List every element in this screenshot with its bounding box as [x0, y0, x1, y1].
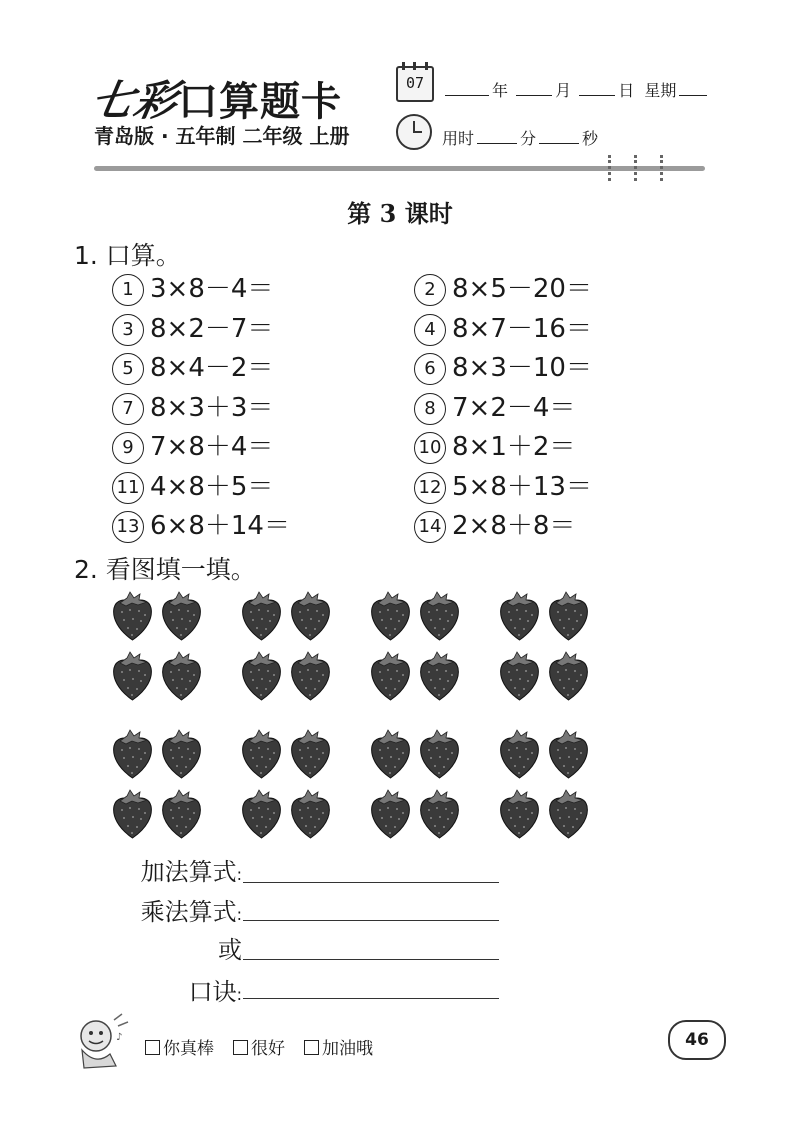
year-label: 年 [492, 81, 509, 100]
checkbox-icon[interactable] [304, 1040, 319, 1055]
problem-index: 14 [414, 511, 446, 543]
multiplication-alt-answer-line[interactable] [243, 959, 499, 960]
time-fields [442, 126, 598, 149]
strawberry [497, 590, 542, 642]
problem-expression: 7×8＋4＝ [150, 432, 274, 462]
strawberry [417, 788, 462, 840]
time-label: 用时 [442, 129, 475, 148]
checkbox-icon[interactable] [233, 1040, 248, 1055]
strawberry [368, 788, 413, 840]
strawberry [110, 650, 155, 702]
strawberry-group [110, 728, 206, 844]
problem-expression: 6×8＋14＝ [150, 511, 290, 541]
problem-item [112, 505, 290, 543]
brand-prefix: 七彩 [87, 76, 182, 125]
problem-expression: 8×3＋3＝ [150, 392, 274, 423]
problem-expression: 8×4－2＝ [150, 353, 274, 383]
weekday-blank[interactable] [679, 81, 707, 96]
section1-title: 1. 口算。 [74, 241, 181, 270]
problem-item [414, 347, 592, 385]
day-label: 日 [618, 81, 635, 100]
rhyme-label: 口诀: [188, 978, 242, 1006]
month-blank[interactable] [516, 81, 552, 96]
problem-expression: 3×8－4＝ [150, 274, 274, 304]
minutes-blank[interactable] [477, 129, 517, 144]
problem-item [112, 347, 273, 385]
clock-icon [396, 114, 432, 150]
problem-index: 2 [414, 274, 446, 306]
mascot-icon [70, 1010, 132, 1072]
strawberry-group [368, 728, 464, 844]
problem-expression: 5×8＋13＝ [452, 471, 592, 502]
problem-index: 7 [112, 393, 144, 425]
minutes-label: 分 [520, 129, 537, 148]
calendar-icon [396, 66, 434, 102]
problem-item [112, 387, 273, 425]
year-blank[interactable] [445, 81, 489, 96]
strawberry [417, 728, 462, 780]
strawberry-group [497, 728, 593, 844]
problem-index: 1 [112, 274, 144, 306]
multiplication-answer-line[interactable] [243, 920, 499, 921]
month-label: 月 [555, 81, 572, 100]
strawberry [546, 788, 591, 840]
strawberry [110, 590, 155, 642]
strawberry [239, 788, 284, 840]
seconds-label: 秒 [582, 129, 599, 148]
strawberry [546, 590, 591, 642]
problem-index: 12 [414, 472, 446, 504]
strawberry [288, 728, 333, 780]
strawberry [417, 650, 462, 702]
problem-expression: 8×5－20＝ [452, 274, 592, 304]
addition-label: 加法算式: [140, 858, 242, 886]
problem-item [414, 466, 592, 504]
brand-main: 口算题卡 [178, 78, 343, 125]
seconds-blank[interactable] [539, 129, 579, 144]
problem-expression: 8×3－10＝ [452, 353, 592, 383]
strawberry [239, 650, 284, 702]
problem-index: 11 [112, 472, 144, 504]
strawberry [288, 788, 333, 840]
date-fields [442, 78, 710, 101]
problem-index: 9 [112, 432, 144, 464]
problem-expression: 7×2－4＝ [452, 392, 576, 423]
binder-pin [634, 155, 640, 181]
strawberry [239, 728, 284, 780]
problem-item [414, 308, 592, 346]
problem-item [414, 387, 575, 425]
strawberry [159, 650, 204, 702]
checkbox-icon[interactable] [145, 1040, 160, 1055]
problem-item [414, 426, 575, 464]
problem-item [112, 426, 273, 464]
strawberry [239, 590, 284, 642]
brand-title [87, 68, 343, 128]
strawberry-group [368, 590, 464, 706]
problem-index: 10 [414, 432, 446, 464]
problem-item [112, 308, 273, 346]
problem-expression: 8×1＋2＝ [452, 432, 576, 462]
problem-item [112, 466, 273, 504]
strawberry [417, 590, 462, 642]
calendar-day: 07 [405, 74, 425, 92]
strawberry [368, 590, 413, 642]
problem-index: 5 [112, 353, 144, 385]
svg-text:♪: ♪ [116, 1032, 123, 1043]
strawberry [546, 728, 591, 780]
strawberry [497, 788, 542, 840]
problem-expression: 8×7－16＝ [452, 313, 592, 344]
eval-option[interactable]: 加油哦 [304, 1034, 373, 1059]
problem-index: 6 [414, 353, 446, 385]
strawberry-group [239, 590, 335, 706]
day-blank[interactable] [579, 81, 615, 96]
strawberry [159, 728, 204, 780]
edition-label: 青岛版 · 五年制 二年级 上册 [94, 124, 350, 148]
strawberry [159, 788, 204, 840]
problem-index: 13 [112, 511, 144, 543]
addition-answer-line[interactable] [243, 882, 499, 883]
weekday-label: 星期 [644, 81, 677, 100]
multiplication-label: 乘法算式: [140, 898, 242, 926]
problem-item [414, 505, 575, 543]
strawberry [288, 590, 333, 642]
problem-index: 4 [414, 314, 446, 346]
strawberry [368, 650, 413, 702]
eval-option[interactable]: 很好 [233, 1034, 285, 1059]
problem-index: 3 [112, 314, 144, 346]
strawberry [110, 728, 155, 780]
strawberry-group [239, 728, 335, 844]
rhyme-answer-line[interactable] [243, 998, 499, 999]
strawberry-group [497, 590, 593, 706]
problem-item [112, 268, 273, 306]
problem-index: 8 [414, 393, 446, 425]
strawberry-picture [110, 590, 600, 850]
page-number: 46 [668, 1020, 726, 1060]
problem-expression: 8×2－7＝ [150, 313, 274, 344]
problem-expression: 4×8＋5＝ [150, 471, 274, 502]
binder-pin [660, 155, 666, 181]
or-label: 或 [218, 936, 242, 964]
problem-item [414, 268, 592, 306]
strawberry [497, 650, 542, 702]
strawberry [110, 788, 155, 840]
binder-pin [608, 155, 614, 181]
strawberry [546, 650, 591, 702]
problem-expression: 2×8＋8＝ [452, 511, 576, 541]
strawberry [368, 728, 413, 780]
strawberry [288, 650, 333, 702]
strawberry [497, 728, 542, 780]
lesson-title: 第 3 课时 [347, 199, 453, 228]
strawberry-group [110, 590, 206, 706]
strawberry [159, 590, 204, 642]
eval-option[interactable]: 你真棒 [145, 1034, 214, 1059]
section2-title: 2. 看图填一填。 [74, 555, 256, 584]
